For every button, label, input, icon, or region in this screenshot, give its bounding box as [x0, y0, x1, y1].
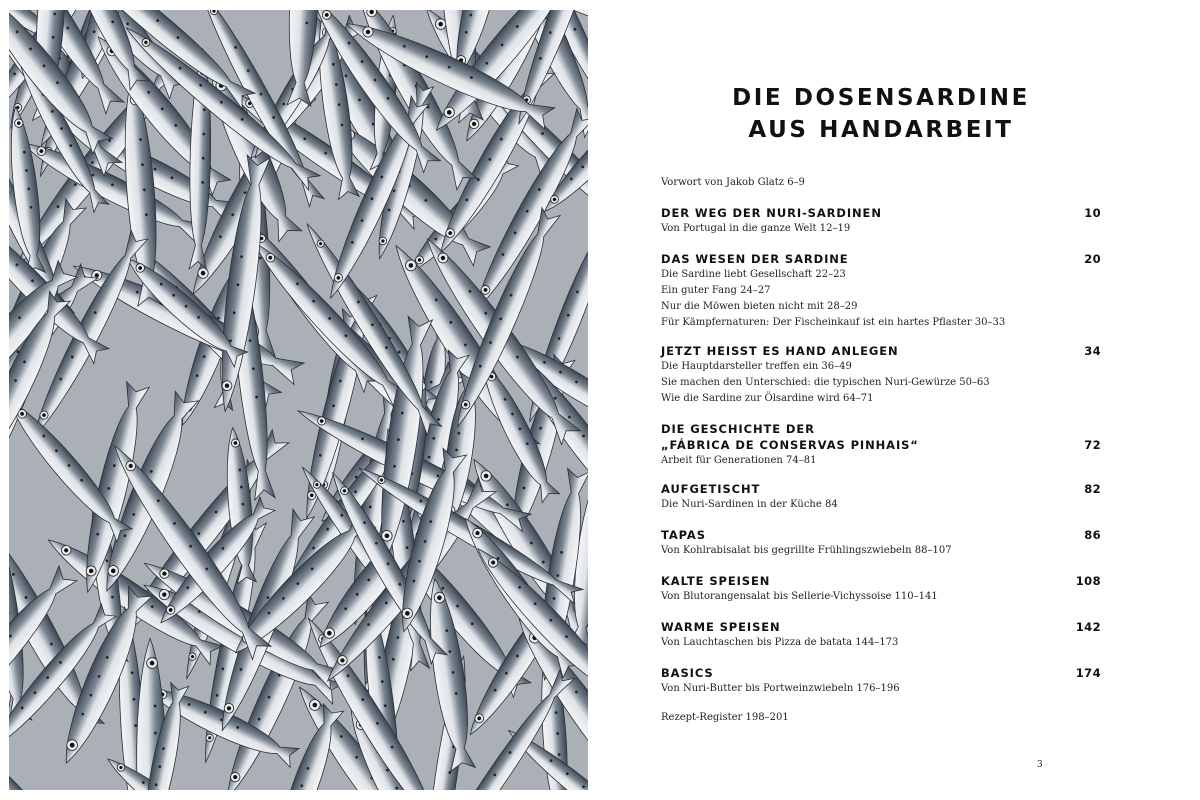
section-page-number: 72 — [1084, 438, 1101, 452]
section-page-number: 20 — [1084, 252, 1101, 266]
title-line-2: AUS HANDARBEIT — [748, 117, 1014, 143]
toc-entry: Sie machen den Unterschied: die typischen Nuri-Gewürze 50–63 — [661, 377, 990, 388]
section-title: KALTE SPEISEN — [661, 574, 771, 588]
toc-section — [661, 251, 1101, 331]
toc-entry: Von Nuri-Butter bis Portweinzwiebeln 176–196 — [661, 683, 900, 694]
section-page-number: 86 — [1084, 528, 1101, 542]
section-title: WARME SPEISEN — [661, 620, 781, 634]
section-page-number: 174 — [1075, 666, 1101, 680]
toc-entry: Arbeit für Generationen 74–81 — [661, 455, 817, 466]
page-number: 3 — [1037, 760, 1043, 770]
section-heading — [661, 481, 1101, 497]
section-heading — [661, 665, 1101, 681]
section-heading — [661, 619, 1101, 635]
toc-section — [661, 573, 1101, 605]
section-heading — [661, 205, 1101, 221]
section-title: DAS WESEN DER SARDINE — [661, 252, 849, 266]
section-title: TAPAS — [661, 528, 706, 542]
title-line-1: DIE DOSENSARDINE — [732, 85, 1030, 111]
section-title: JETZT HEISST ES HAND ANLEGEN — [661, 344, 899, 358]
section-page-number: 108 — [1075, 574, 1101, 588]
section-heading — [661, 573, 1101, 589]
section-page-number: 142 — [1075, 620, 1101, 634]
section-page-number: 34 — [1084, 344, 1101, 358]
toc-entry: Die Hauptdarsteller treffen ein 36–49 — [661, 361, 852, 372]
table-of-contents — [661, 0, 1101, 800]
section-page-number: 82 — [1084, 482, 1101, 496]
section-heading — [661, 343, 1101, 359]
toc-register-entry: Rezept-Register 198–201 — [661, 712, 789, 723]
toc-entry: Für Kämpfernaturen: Der Fischeinkauf ist ein hartes Pflaster 30–33 — [661, 317, 1006, 328]
toc-entry: Wie die Sardine zur Ölsardine wird 64–71 — [661, 393, 874, 404]
sardines-photo — [9, 10, 588, 790]
section-title: BASICS — [661, 666, 714, 680]
toc-entry: Die Nuri-Sardinen in der Küche 84 — [661, 499, 838, 510]
sardines-illustration — [9, 10, 588, 790]
toc-intro-entry: Vorwort von Jakob Glatz 6–9 — [661, 177, 805, 188]
section-title: AUFGETISCHT — [661, 482, 761, 496]
section-heading — [661, 251, 1101, 267]
toc-entry: Von Kohlrabisalat bis gegrillte Frühlingszwiebeln 88–107 — [661, 545, 952, 556]
toc-section — [661, 619, 1101, 651]
section-title: DER WEG DER NURI-SARDINEN — [661, 206, 882, 220]
toc-section — [661, 481, 1101, 513]
toc-section — [661, 343, 1101, 407]
page-title — [661, 82, 1101, 146]
section-title: DIE GESCHICHTE DER „FÁBRICA DE CONSERVAS PINHAIS“ — [661, 422, 919, 452]
toc-section — [661, 665, 1101, 697]
toc-entry: Von Lauchtaschen bis Pizza de batata 144–173 — [661, 637, 899, 648]
toc-entry: Ein guter Fang 24–27 — [661, 285, 771, 296]
toc-section — [661, 421, 1101, 469]
toc-section — [661, 527, 1101, 559]
section-page-number: 10 — [1084, 206, 1101, 220]
toc-entry: Von Blutorangensalat bis Sellerie-Vichyssoise 110–141 — [661, 591, 938, 602]
toc-entry: Die Sardine liebt Gesellschaft 22–23 — [661, 269, 846, 280]
toc-section — [661, 205, 1101, 237]
toc-entry: Nur die Möwen bieten nicht mit 28–29 — [661, 301, 858, 312]
toc-entry: Von Portugal in die ganze Welt 12–19 — [661, 223, 851, 234]
section-heading — [661, 421, 1101, 453]
section-heading — [661, 527, 1101, 543]
